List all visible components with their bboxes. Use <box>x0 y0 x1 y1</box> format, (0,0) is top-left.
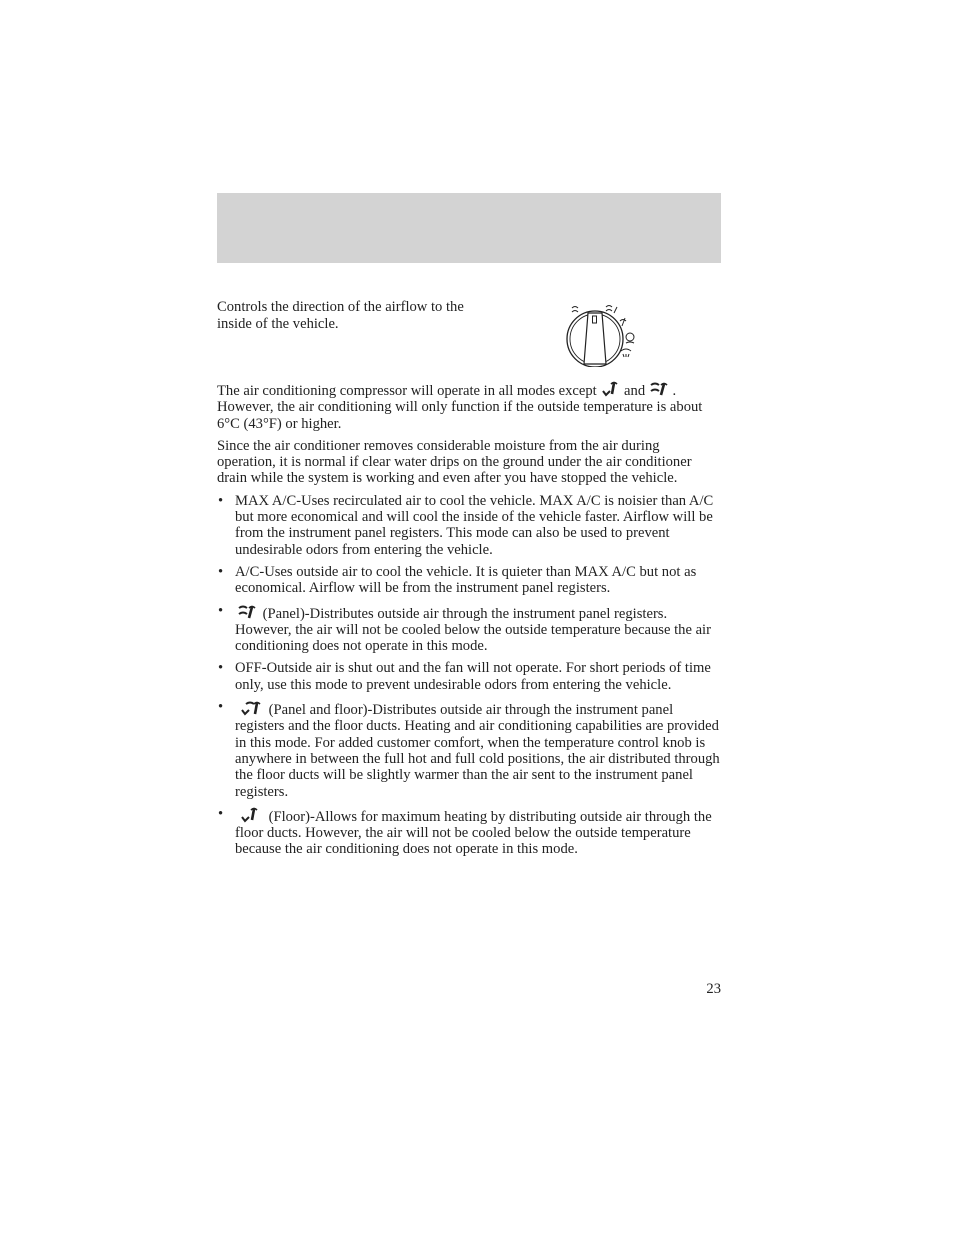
panel-floor-mode-icon <box>235 699 265 717</box>
panel-mode-icon <box>235 603 259 621</box>
intro-text: Controls the direction of the airflow to the inside of the vehicle. <box>217 299 464 332</box>
bullet: • <box>218 699 224 716</box>
mode-list <box>217 493 721 858</box>
bullet: • <box>218 660 224 677</box>
page-number: 23 <box>706 981 721 997</box>
compressor-paragraph: The air conditioning compressor will operate in all modes except and . However, the air conditioning will only function if the outside temperature is about 6°C (43°F) or higher. <box>217 380 721 432</box>
moisture-paragraph: Since the air conditioner removes considerable moisture from the air during operation, it is normal if clear water drips on the ground under the air conditioner drain while the system is working and even after you have stopped the vehicle. <box>217 437 692 487</box>
list-item-panel-floor: • (Panel and floor)-Distributes outside air through the instrument panel registers and the floor ducts. Heating and air conditioning capabilities are provided in this mode. For added customer comfort, when the temperature control knob is anywhere in between the full hot and full cold positions, the air distributed through the floor ducts will be slightly warmer than the air sent to the instrument panel registers. <box>218 699 720 800</box>
airflow-mode-dial-icon <box>560 299 644 367</box>
bullet: • <box>218 805 224 822</box>
list-item-off: • OFF-Outside air is shut out and the fan will not operate. For short periods of time only, use this mode to prevent undesirable odors from entering the vehicle. <box>218 660 711 693</box>
list-item-panel: • (Panel)-Distributes outside air through the instrument panel registers. However, the air will not be cooled below the outside temperature because the air conditioning does not operate in this mode. <box>218 602 711 655</box>
list-item-max-ac: • MAX A/C-Uses recirculated air to cool the vehicle. MAX A/C is noisier than A/C but more economical and will cool the inside of the vehicle faster. Airflow will be from the instrument panel registers. This mode can also be used to prevent undesirable odors from entering the vehicle. <box>218 492 714 558</box>
bullet: • <box>218 563 224 580</box>
bullet: • <box>218 602 224 619</box>
panel-mode-icon <box>649 380 669 398</box>
body-text <box>217 380 721 864</box>
bullet: • <box>218 492 224 509</box>
floor-mode-icon <box>235 806 265 824</box>
list-item-ac: • A/C-Uses outside air to cool the vehicle. It is quieter than MAX A/C but not as economical. Airflow will be from the instrument panel registers. <box>218 563 697 597</box>
list-item-floor: • (Floor)-Allows for maximum heating by distributing outside air through the floor ducts. However, the air will not be cooled below the outside temperature because the air conditioning does not operate in this mode. <box>218 805 712 858</box>
floor-mode-icon <box>600 380 620 398</box>
section-header-band <box>217 193 721 263</box>
